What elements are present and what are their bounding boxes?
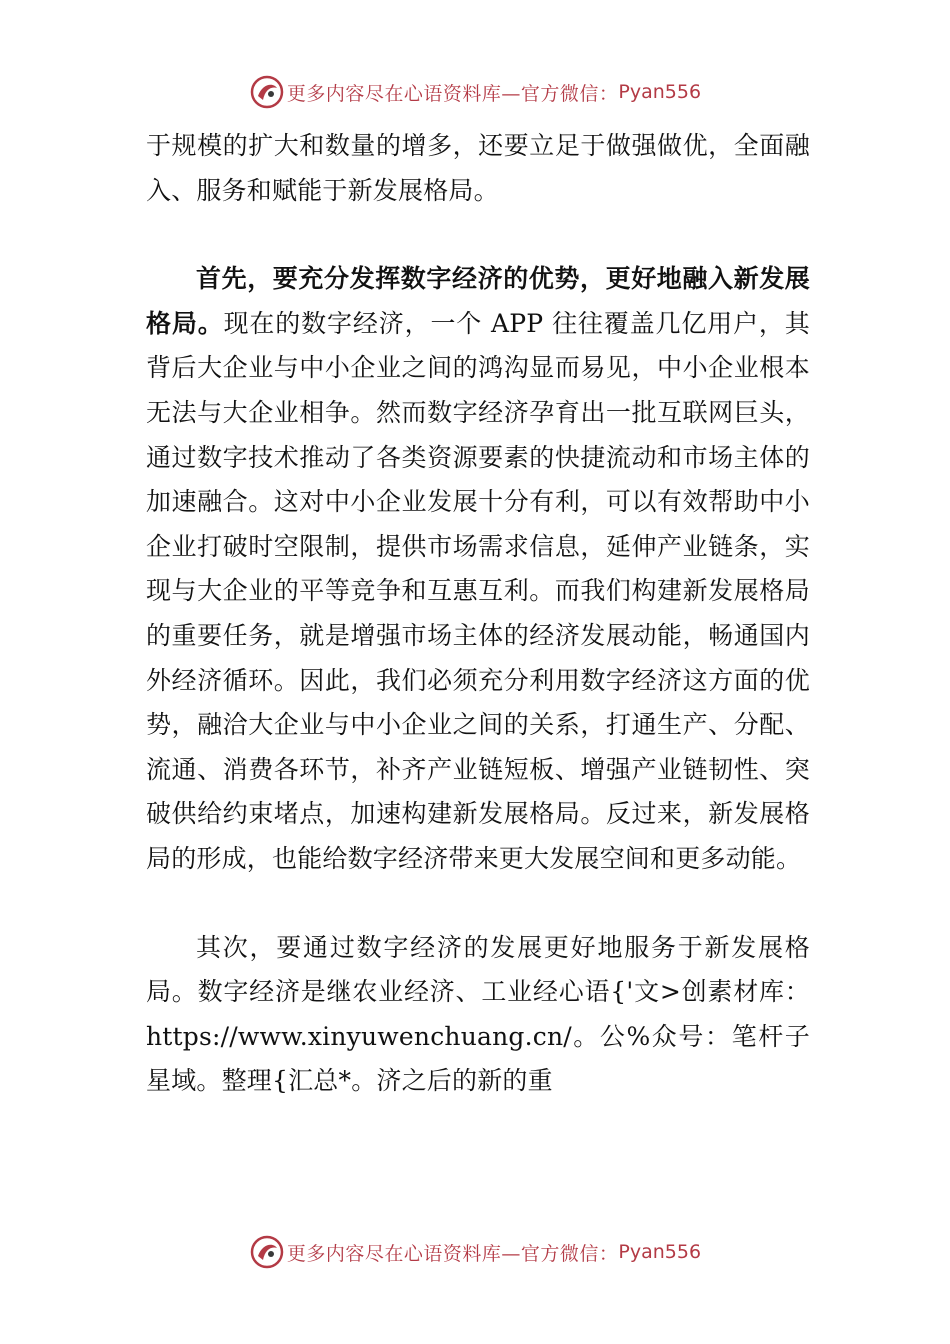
header-banner	[0, 72, 950, 112]
footer-banner	[0, 1232, 950, 1272]
header-wechat-id: Pyan556	[618, 81, 702, 103]
paragraph-gap	[146, 213, 810, 257]
paragraph-gap	[146, 882, 810, 926]
paragraph-heading-bold: 首先，要充分发挥数字经济的优势，更好地融入新发展格局。	[146, 264, 810, 338]
paragraph-first-point	[146, 257, 810, 881]
paragraph-body: 现在的数字经济，一个 APP 往往覆盖几亿用户，其背后大企业与中小企业之间的鸿沟显而易见，中小企业根本无法与大企业相争。然而数字经济孕育出一批互联网巨头，通过数字技术推动了各类资源要素的快捷流动和市场主体的加速融合。这对中小企业发展十分有利，可以有效帮助中小企业打破时空限制，提供市场需求信息，延伸产业链条，实现与大企业的平等竞争和互惠互利。而我们构建新发展格局的重要任务，就是增强市场主体的经济发展动能，畅通国内外经济循环。因此，我们必须充分利用数字经济这方面的优势，融洽大企业与中小企业之间的关系，打通生产、分配、流通、消费各环节，补齐产业链短板、增强产业链韧性、突破供给约束堵点，加速构建新发展格局。反过来，新发展格局的形成，也能给数字经济带来更大发展空间和更多动能。	[146, 308, 810, 873]
footer-wechat-id: Pyan556	[618, 1241, 702, 1263]
paragraph-second-point: 其次，要通过数字经济的发展更好地服务于新发展格局。数字经济是继农业经济、工业经心语{'文>创素材库：https://www.xinyuwenchuang.cn/。公%众号：笔杆子星域。整理{汇总*。济之后的新的重	[146, 932, 810, 1096]
paragraph-continued: 于规模的扩大和数量的增多，还要立足于做强做优，全面融入、服务和赋能于新发展格局。	[146, 131, 810, 205]
footer-text: 更多内容尽在心语资料库—官方微信：	[286, 1242, 619, 1265]
document-body	[146, 124, 810, 1104]
brand-logo-icon	[249, 74, 285, 110]
header-text: 更多内容尽在心语资料库—官方微信：	[286, 82, 619, 105]
brand-logo-icon	[249, 1234, 285, 1270]
